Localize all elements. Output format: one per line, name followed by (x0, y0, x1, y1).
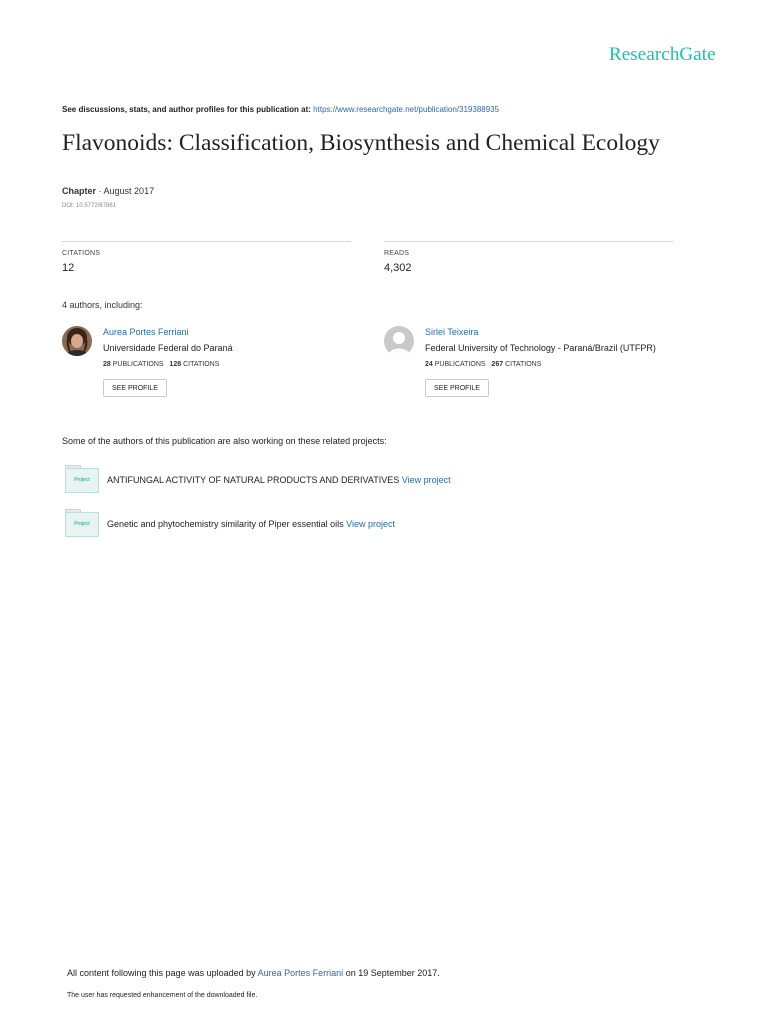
citations-label: CITATIONS (62, 250, 101, 257)
discussion-line (62, 105, 499, 114)
author-citations-label: CITATIONS (505, 361, 542, 368)
publication-title: Flavonoids: Classification, Biosynthesis and Chemical Ecology (62, 130, 660, 156)
publications-label: PUBLICATIONS (112, 361, 164, 368)
upload-prefix: All content following this page was uploaded by (67, 968, 256, 978)
related-projects-heading: Some of the authors of this publication are also working on these related projects: (62, 436, 387, 446)
author-affiliation: Federal University of Technology - Paraná/Brazil (UTFPR) (425, 343, 656, 353)
project-item (107, 475, 451, 485)
citations-divider (62, 241, 351, 242)
discussion-label: See discussions, stats, and author profiles for this publication at: (62, 105, 311, 114)
default-avatar-icon[interactable] (384, 326, 414, 356)
publications-label: PUBLICATIONS (434, 361, 486, 368)
project-folder-icon[interactable] (65, 465, 99, 493)
avatar[interactable] (62, 326, 92, 356)
view-project-link[interactable]: View project (401, 475, 451, 485)
author-stats (103, 361, 219, 368)
project-title: Genetic and phytochemistry similarity of Piper essential oils (107, 519, 344, 529)
reads-label: READS (384, 250, 410, 257)
publication-type: Chapter (62, 186, 97, 196)
see-profile-button[interactable]: SEE PROFILE (425, 379, 489, 397)
project-item (107, 519, 395, 529)
author-citations-label: CITATIONS (183, 361, 220, 368)
author-citations-count: 267 (491, 361, 504, 368)
publications-count: 24 (425, 361, 433, 368)
project-icon-label: Project (65, 512, 99, 537)
upload-suffix: on 19 September 2017. (345, 968, 440, 978)
author-stats (425, 361, 541, 368)
project-title: ANTIFUNGAL ACTIVITY OF NATURAL PRODUCTS AND DERIVATIVES (107, 475, 400, 485)
authors-heading: 4 authors, including: (62, 300, 143, 310)
author-affiliation: Universidade Federal do Paraná (103, 343, 233, 353)
see-profile-button[interactable]: SEE PROFILE (103, 379, 167, 397)
publication-url-link[interactable]: https://www.researchgate.net/publication/319388935 (313, 105, 500, 114)
doi: DOI: 10.5772/67861 (62, 203, 117, 209)
author-name-link[interactable]: Sirlei Teixeira (425, 327, 479, 337)
enhancement-note: The user has requested enhancement of the downloaded file. (67, 992, 258, 999)
upload-note (67, 968, 440, 978)
publications-count: 28 (103, 361, 111, 368)
reads-divider (384, 241, 673, 242)
uploader-link[interactable]: Aurea Portes Ferriani (257, 968, 344, 978)
citations-count: 12 (62, 262, 75, 274)
author-citations-count: 128 (169, 361, 182, 368)
researchgate-logo[interactable]: ResearchGate (609, 44, 716, 65)
project-folder-icon[interactable] (65, 509, 99, 537)
publication-date: · August 2017 (98, 186, 155, 196)
author-name-link[interactable]: Aurea Portes Ferriani (103, 327, 189, 337)
view-project-link[interactable]: View project (346, 519, 395, 529)
reads-count: 4,302 (384, 262, 412, 274)
project-icon-label: Project (65, 468, 99, 493)
publication-meta (62, 186, 154, 196)
